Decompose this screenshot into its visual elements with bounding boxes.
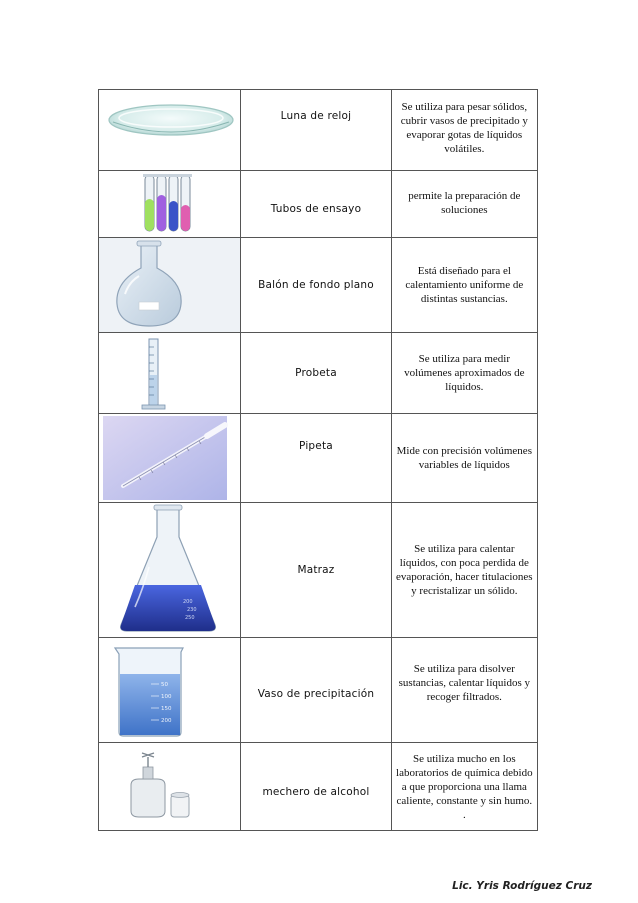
table-row <box>99 171 538 238</box>
table-row <box>99 743 538 831</box>
equipment-description: Se utiliza para pesar sólidos, cubrir vasos de precipitado y evaporar gotas de líquidos volátiles. <box>391 90 537 171</box>
equipment-name: Tubos de ensayo <box>241 171 391 238</box>
author-footer: Lic. Yris Rodríguez Cruz <box>452 880 592 892</box>
equipment-description: Se utiliza para disolver sustancias, calentar líquidos y recoger filtrados. <box>391 638 537 743</box>
graduated-cylinder-image <box>99 333 241 414</box>
equipment-description: Se utiliza para medir volúmenes aproximados de líquidos. <box>391 333 537 414</box>
table-row <box>99 503 538 638</box>
equipment-description: permite la preparación de soluciones <box>391 171 537 238</box>
equipment-name: Luna de reloj <box>241 90 391 171</box>
beaker-image <box>99 638 241 743</box>
svg-text:200: 200 <box>161 718 172 724</box>
equipment-name: mechero de alcohol <box>241 743 391 831</box>
flat-bottom-flask-image <box>99 238 241 333</box>
svg-text:200: 200 <box>183 599 193 605</box>
svg-text:50: 50 <box>161 682 168 688</box>
alcohol-burner-image <box>99 743 241 831</box>
equipment-name: Probeta <box>241 333 391 414</box>
table-row <box>99 414 538 503</box>
pipette-image <box>99 414 241 503</box>
equipment-description: Se utiliza para calentar líquidos, con poca perdida de evaporación, hacer titulaciones y recristalizar un sólido. <box>391 503 537 638</box>
equipment-name: Balón de fondo plano <box>241 238 391 333</box>
equipment-name: Vaso de precipitación <box>241 638 391 743</box>
equipment-description: Está diseñado para el calentamiento uniforme de distintas sustancias. <box>391 238 537 333</box>
table-row <box>99 638 538 743</box>
beaker-icon <box>99 638 241 742</box>
svg-text:150: 150 <box>161 706 172 712</box>
svg-text:100: 100 <box>161 694 172 700</box>
table-row <box>99 333 538 414</box>
graduated-cylinder-icon <box>99 333 241 413</box>
lab-equipment-table <box>98 89 538 831</box>
svg-text:250: 250 <box>185 615 195 621</box>
flat-bottom-flask-icon <box>99 238 241 332</box>
watch-glass-image <box>99 90 241 171</box>
pipette-icon <box>99 414 241 502</box>
test-tubes-icon <box>99 171 241 237</box>
erlenmeyer-flask-icon <box>99 503 241 637</box>
equipment-name: Matraz <box>241 503 391 638</box>
table-row <box>99 90 538 171</box>
table-row <box>99 238 538 333</box>
test-tubes-image <box>99 171 241 238</box>
equipment-description: Se utiliza mucho en los laboratorios de química debido a que proporciona una llama caliente, constante y sin humo. . <box>391 743 537 831</box>
erlenmeyer-flask-image <box>99 503 241 638</box>
equipment-name: Pipeta <box>241 414 391 503</box>
watch-glass-icon <box>99 90 241 170</box>
svg-text:230: 230 <box>187 607 197 613</box>
alcohol-burner-icon <box>99 743 241 830</box>
equipment-description: Mide con precisión volúmenes variables de líquidos <box>391 414 537 503</box>
